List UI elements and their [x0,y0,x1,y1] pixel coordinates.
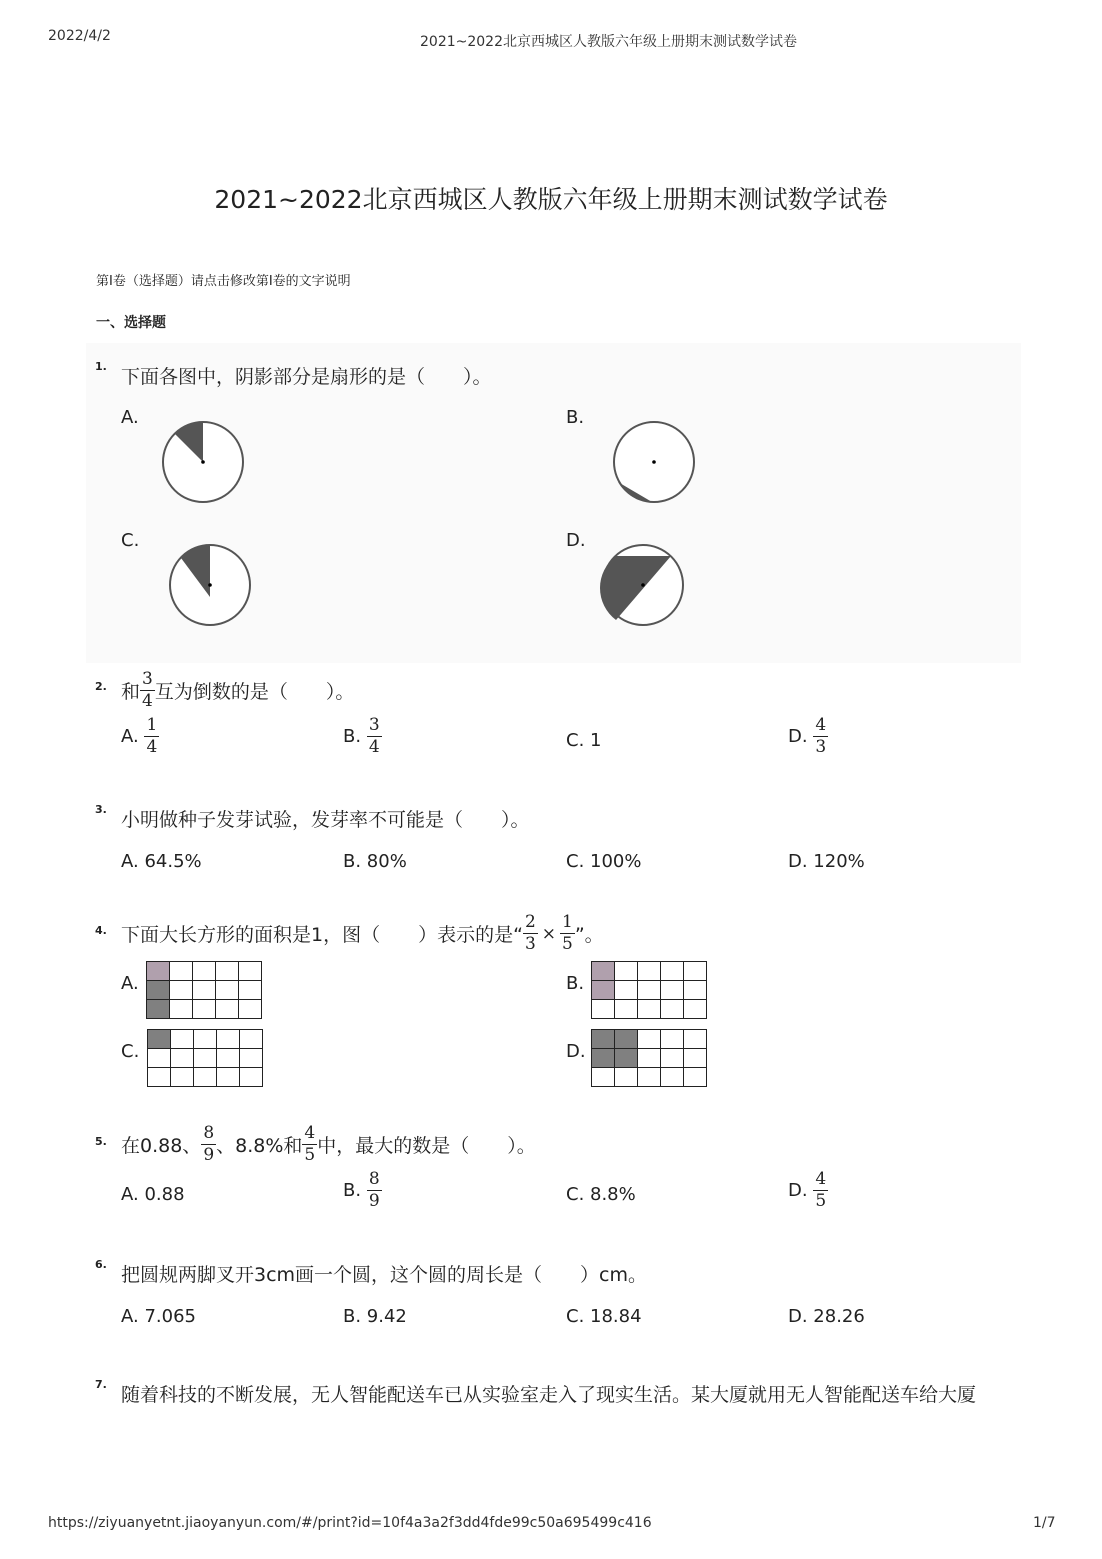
option-c[interactable]: C. 100% [566,851,642,872]
grid-c [147,1029,263,1087]
option-a-label[interactable]: A. [121,973,139,994]
option-b-label[interactable]: B. [566,407,585,428]
question-number: 6. [95,1258,107,1271]
question-2-text: 和 $\frac{3}{4}$ 互为倒数的是（ ）。 [121,669,355,711]
question-text: 下面各图中，阴影部分是扇形的是（ ）。 [121,366,492,388]
question-number: 3. [95,803,107,816]
option-b[interactable]: B. $\frac{8}{9}$ [343,1169,380,1211]
option-c-label[interactable]: C. [121,530,140,551]
option-d[interactable]: D. $\frac{4}{3}$ [788,715,827,757]
section-heading: 一、选择题 [96,315,166,331]
option-b[interactable]: B. 80% [343,851,407,872]
figure-c [167,542,253,628]
question-number: 7. [95,1378,107,1391]
question-text: 小明做种子发芽试验，发芽率不可能是（ ）。 [121,809,530,831]
page-url[interactable]: https://ziyuanyetnt.jiaoyanyun.com/#/print?id=10f4a3a2f3dd4fde99c50a695499c416 [48,1515,652,1531]
option-a[interactable]: A. 0.88 [121,1184,185,1205]
option-d-label[interactable]: D. [566,1041,586,1062]
option-b-label[interactable]: B. [566,973,585,994]
question-number: 2. [95,680,107,693]
option-a-label[interactable]: A. [121,407,139,428]
option-b[interactable]: B. 9.42 [343,1306,407,1327]
question-number: 4. [95,924,107,937]
option-b[interactable]: B. $\frac{3}{4}$ [343,715,380,757]
question-text: 随着科技的不断发展，无人智能配送车已从实验室走入了现实生活。某大厦就用无人智能配送车给大厦 [121,1384,977,1406]
option-a[interactable]: A. $\frac{1}{4}$ [121,715,158,757]
option-d[interactable]: D. 120% [788,851,865,872]
question-text: 把圆规两脚叉开3cm画一个圆，这个圆的周长是（ ）cm。 [121,1264,647,1286]
section-note: 第Ⅰ卷（选择题）请点击修改第Ⅰ卷的文字说明 [96,274,351,289]
option-c[interactable]: C. 8.8% [566,1184,636,1205]
option-d-label[interactable]: D. [566,530,586,551]
option-d[interactable]: D. $\frac{4}{5}$ [788,1169,827,1211]
print-date: 2022/4/2 [48,28,111,44]
option-a[interactable]: A. 64.5% [121,851,202,872]
question-5-text: 在0.88、 $\frac{8}{9}$ 、8.8%和 $\frac{4}{5}$ 中，最大的数是（ ）。 [121,1123,536,1165]
sector-figure-a [160,419,246,505]
option-a[interactable]: A. 7.065 [121,1306,196,1327]
question-number: 1. [95,360,107,373]
question-number: 5. [95,1135,107,1148]
option-c[interactable]: C. 1 [566,730,602,751]
segment-figure-b [611,419,697,505]
page-number: 1/7 [1033,1515,1056,1531]
page-title: 2021~2022北京西城区人教版六年级上册期末测试数学试卷 [214,185,888,214]
print-header-title: 2021~2022北京西城区人教版六年级上册期末测试数学试卷 [420,34,797,50]
question-4-text: 下面大长方形的面积是1，图（ ）表示的是“ $\frac{2}{3}$ × $\frac{1}{5}$ ”。 [121,912,604,954]
grid-b [591,961,707,1019]
option-c[interactable]: C. 18.84 [566,1306,642,1327]
fraction: $\frac{3}{4}$ [142,669,153,711]
grid-a [146,961,262,1019]
option-d[interactable]: D. 28.26 [788,1306,865,1327]
option-c-label[interactable]: C. [121,1041,140,1062]
figure-d [600,542,686,628]
grid-d [591,1029,707,1087]
